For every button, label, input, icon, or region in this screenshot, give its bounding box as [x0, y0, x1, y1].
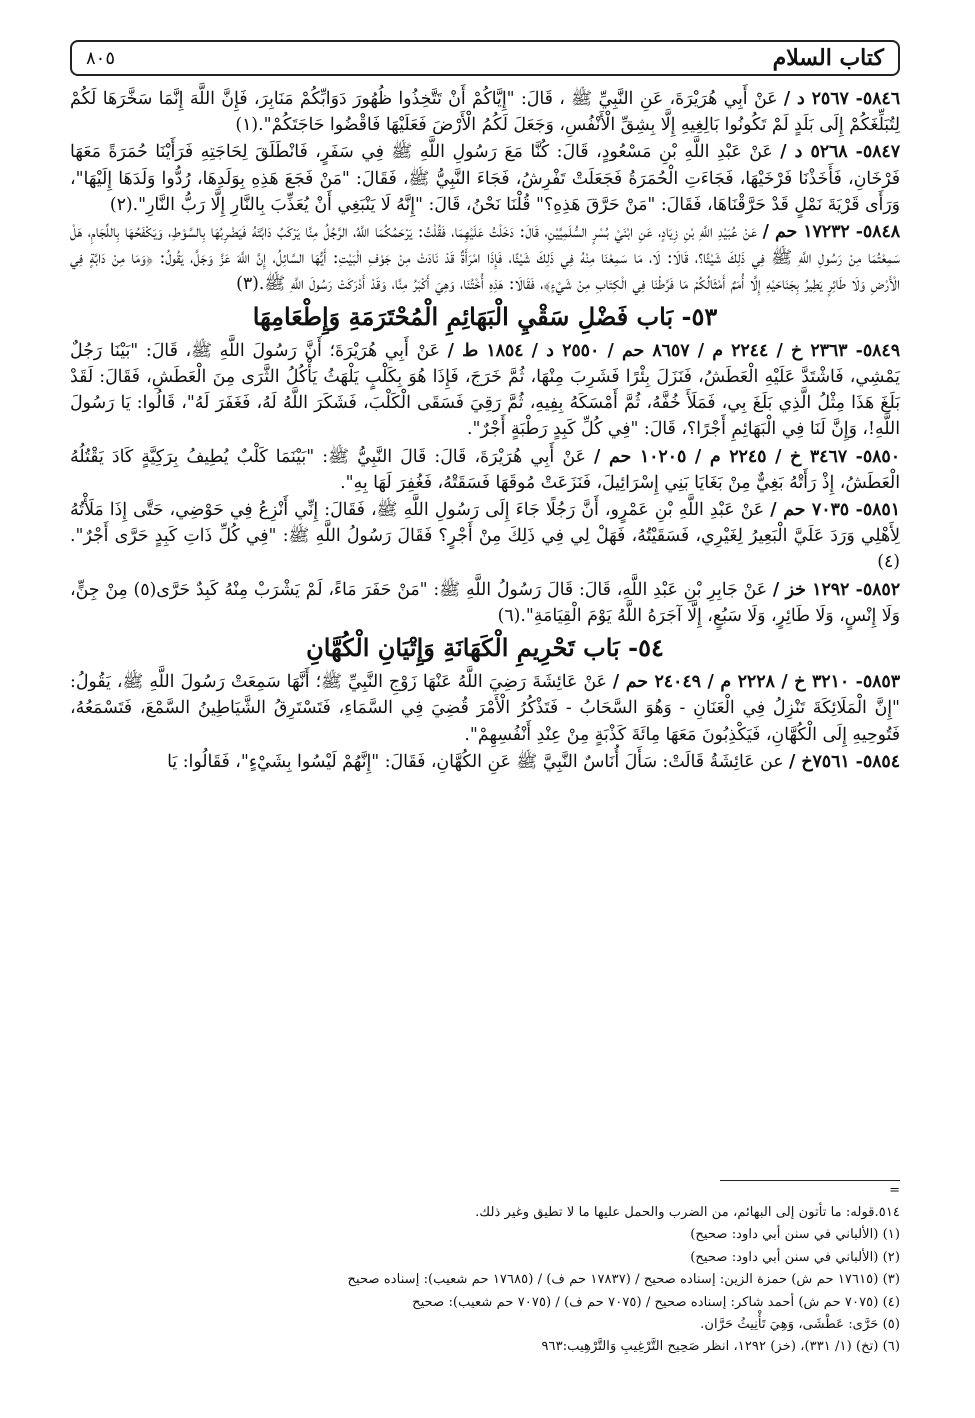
hadith-text: عَنْ عَبْدِ اللَّهِ بْنِ عَمْرٍو، أَنَّ رَجُلًا جَاءَ إِلَى رَسُولِ اللَّهِ ﷺ، فَقَالَ: إِنِّي أَنْزِعُ فِي حَوْضِي، حَتَّى إِذَا مَلَأْتُهُ لِأَهْلِي وَرَدَ عَلَيَّ الْبَعِيرُ لِغَيْرِي، فَسَقَيْتُهُ، فَهَلْ لِي فِي ذَلِكَ مِنْ أَجْرٍ؟ فَقَالَ رَسُولُ اللَّهِ ﷺ: "فِي كُلِّ ذَاتِ كَبِدٍ حَرَّى أَجْرٌ".(٤): [70, 500, 900, 573]
footnote-2: (٢) (الألباني في سنن أبي داود: صحيح): [690, 1249, 900, 1265]
hadith-5852: [70, 577, 900, 629]
footnote-514: ٥١٤.قوله: ما تأتون إلى البهائم، من الضرب والحمل عليها ما لا تطيق وغير ذلك.: [475, 1205, 900, 1220]
hadith-ref: ٥٨٥١- ٧٠٣٥ حم /: [770, 500, 900, 521]
hadith-text: عَنْ أَبِي هُرَيْرَةَ؛ أَنَّ رَسُولَ اللَّهِ ﷺ، قَالَ: "بَيْنَا رَجُلٌ يَمْشِي، فَاشْتَدَّ عَلَيْهِ الْعَطَشُ، فَنَزَلَ بِئْرًا فَشَرِبَ مِنْهَا، ثُمَّ خَرَجَ، فَإِذَا هُوَ بِكَلْبٍ يَلْهَثُ يَأْكُلُ الثَّرَى مِنَ الْعَطَشِ، فَقَالَ: لَقَدْ بَلَغَ هَذَا مِثْلُ الَّذِي بَلَغَ بِي، فَمَلَأَ خُفَّهُ، ثُمَّ أَمْسَكَهُ بِفِيهِ، ثُمَّ رَقِيَ فَسَقَى الْكَلْبَ، فَشَكَرَ اللَّهُ لَهُ، فَغَفَرَ لَهُ"، قَالُوا: يَا رَسُولَ اللَّهِ!، وَإِنَّ لَنَا فِي الْبَهَائِمِ أَجْرًا؟، قَالَ: "فِي كُلِّ كَبِدٍ رَطْبَةٍ أَجْرٌ".: [70, 340, 900, 440]
hadith-text: عَنْ جَابِرِ بْنِ عَبْدِ اللَّهِ، قَالَ: قَالَ رَسُولُ اللَّهِ ﷺ: "مَنْ حَفَرَ مَاءً، لَمْ يَشْرَبْ مِنْهُ كَبِدٌ حَرَّى(٥) مِنْ جِنٍّ، وَلَا إِنْسٍ، وَلَا طَائِرٍ، وَلَا سَبُعٍ، إِلَّا آجَرَهُ اللَّهُ يَوْمَ الْقِيَامَةِ".(٦): [70, 579, 900, 626]
hadith-ref: ٥٨٥٤- ٧٥٦١خ /: [789, 751, 900, 772]
hadith-5849: [70, 338, 900, 443]
hadith-5854: [70, 749, 900, 775]
footnote-6: (٦) (تخ) (١/ ٣٣١)، (خز) ١٢٩٢، انظر صَحِيح التَّرْغِيبِ وَالتَّرْهِيب:٩٦٣: [541, 1339, 900, 1355]
hadith-ref: ٥٨٥٠- ٣٤٦٧ خ / ٢٢٤٥ م / ١٠٢٠٥ حم /: [594, 446, 900, 467]
page-number: ٨٠٥: [86, 47, 116, 69]
hadith-5848: [70, 219, 900, 298]
page-body: [70, 86, 900, 775]
footnote-1: (١) (الألباني في سنن أبي داود: صحيح): [690, 1227, 900, 1243]
hadith-5847: [70, 139, 900, 218]
hadith-ref: ٥٨٤٧- ٥٢٦٨ د /: [780, 142, 900, 163]
hadith-ref: ٥٨٥٣- ٣٢١٠ خ / ٢٢٢٨ م / ٢٤٠٤٩ حم /: [612, 672, 900, 693]
hadith-5851: [70, 497, 900, 576]
footnotes: [70, 1180, 900, 1359]
hadith-5850: [70, 444, 900, 496]
footnote-divider: [720, 1180, 900, 1181]
chapter-heading-54: ٥٤- بَاب تَحْرِيمِ الْكَهَانَةِ وَإِتْيَانِ الْكُهَّانِ: [306, 633, 664, 663]
footnote-marker: =: [889, 1183, 900, 1198]
hadith-text: عَنْ عَبْدِ اللَّهِ بْنِ مَسْعُودٍ، قَالَ: كُنَّا مَعَ رَسُولِ اللَّهِ ﷺ فِي سَفَرٍ، فَانْطَلَقَ لِحَاجَتِهِ فَرَأَيْنَا حُمَرَةً مَعَهَا فَرْخَانِ، فَأَخَذْنَا فَرْخَيْهَا، فَجَاءَتِ الْحُمَرَةُ فَجَعَلَتْ تَفْرِشُ، فَجَاءَ النَّبِيُّ ﷺ، فَقَالَ: "مَنْ فَجَعَ هَذِهِ بِوَلَدِهَا، رُدُّوا وَلَدَهَا إِلَيْهَا"، وَرَأَى قَرْيَةَ نَمْلٍ قَدْ حَرَّقْنَاهَا، فَقَالَ: "مَنْ حَرَّقَ هَذِهِ؟" قُلْنَا نَحْنُ، قَالَ: "إِنَّهُ لَا يَنْبَغِي أَنْ يُعَذِّبَ بِالنَّارِ إِلَّا رَبُّ النَّارِ".(٢): [70, 142, 900, 215]
hadith-ref: ٥٨٤٨- ١٧٢٣٢ حم /: [762, 222, 901, 243]
hadith-ref: ٥٨٤٩- ٢٣٦٣ خ / ٢٢٤٤ م / ٨٦٥٧ حم / ٢٥٥٠ د / ١٨٥٤ ط /: [447, 340, 900, 361]
book-title: كتاب السلام: [772, 45, 884, 71]
footnote-3: (٣) (١٧٦١٥ حم ش) حمزة الزين: إسناده صحيح / (١٧٨٣٧ حم ف) / (١٧٦٨٥ حم شعيب): إسناده صحيح: [347, 1272, 900, 1288]
hadith-text: عَنْ عُبَيْدِ اللَّهِ بْنِ زِيَادٍ، عَنِ ابْنَيْ بُسْرٍ السُّلَمِيَّيْنِ، قَالَ: دَخَلْتُ عَلَيْهِمَا، فَقُلْتُ: يَرْحَمُكُمَا اللَّهُ، الرَّجُلُ مِنَّا يَرْكَبُ دَابَّتَهُ فَيَضْرِبُهَا بِالسَّوْطِ، وَيَكْفَحُهَا بِاللِّجَامِ، هَلْ سَمِعْتُمَا مِنْ رَسُولِ اللَّهِ ﷺ فِي ذَلِكَ شَيْئًا؟، قَالَا: لَا، مَا سَمِعْنَا مِنْهُ فِي ذَلِكَ شَيْئًا، فَإِذَا امْرَأَةٌ قَدْ نَادَتْ مِنْ جَوْفِ الْبَيْتِ: أَيُّهَا السَّائِلُ، إِنَّ اللَّهَ عَزَّ وَجَلَّ، يَقُولُ: ﴿وَمَا مِنْ دَابَّةٍ فِي الْأَرْضِ وَلَا طَائِرٍ يَطِيرُ بِجَنَاحَيْهِ إِلَّا أُمَمٌ أَمْثَالُكُمْ مَا فَرَّطْنَا فِي الْكِتَابِ مِنْ شَيْءٍ﴾، فَقَالَا: هَذِهِ أُخْتُنَا، وَهِيَ أَكْبَرُ مِنَّا، وَقَدْ أَدْرَكَتْ رَسُولَ اللَّهِ ﷺ.(٣): [70, 222, 900, 295]
hadith-5846: [70, 86, 900, 138]
hadith-5853: [70, 669, 900, 748]
hadith-ref: ٥٨٤٦- ٢٥٦٧ د /: [783, 89, 900, 109]
footnote-4: (٤) (٧٠٧٥ حم ش) أحمد شاكر: إسناده صحيح / (٧٠٧٥ حم ف) / (٧٠٧٥ حم شعيب): صحيح: [412, 1294, 900, 1310]
hadith-ref: ٥٨٥٢- ١٢٩٢ خز /: [772, 579, 900, 600]
hadith-text: عَنْ أَبِي هُرَيْرَةَ، قَالَ: قَالَ النَّبِيُّ ﷺ: "بَيْنَمَا كَلْبٌ يُطِيفُ بِرَكِيَّةٍ كَادَ يَقْتُلُهُ الْعَطَشُ، إِذْ رَأَتْهُ بَغِيٌّ مِنْ بَغَايَا بَنِي إِسْرَائِيلَ، فَنَزَعَتْ مُوقَهَا فَسَقَتْهُ، فَغُفِرَ لَهَا بِهِ".: [70, 446, 900, 493]
page: [70, 40, 900, 776]
page-header: [70, 40, 900, 76]
footnote-5: (٥) حَرَّى: عَطْشَى، وَهِيَ تَأْنِيثُ حَرَّان.: [700, 1317, 900, 1333]
chapter-heading-53: ٥٣- بَاب فَضْلِ سَقْيِ الْبَهَائِمِ الْمُحْتَرَمَةِ وَإِطْعَامِهَا: [252, 301, 718, 331]
hadith-text: عَنْ عَائِشَةَ رَضِيَ اللَّهُ عَنْهَا زَوْجِ النَّبِيِّ ﷺ؛ أَنَّهَا سَمِعَتْ رَسُولَ اللَّهِ ﷺ، يَقُولُ: "إِنَّ الْمَلَائِكَةَ تَنْزِلُ فِي الْعَنَانِ - وَهُوَ السَّحَابُ - فَتَذْكُرُ الْأَمْرَ قُضِيَ فِي السَّمَاءِ، فَتَسْتَرِقُ الشَّيَاطِينُ السَّمْعَ، فَتَسْمَعُهُ، فَتُوحِيهِ إِلَى الْكُهَّانِ، فَيَكْذِبُونَ مَعَهَا مِائَةَ كَذْبَةٍ مِنْ عِنْدِ أَنْفُسِهِمْ".: [70, 672, 900, 745]
hadith-text: عَنْ أَبِي هُرَيْرَةَ، عَنِ النَّبِيِّ ﷺ ، قَالَ: "إِيَّاكُمْ أَنْ تَتَّخِذُوا ظُهُورَ دَوَابِّكُمْ مَنَابِرَ، فَإِنَّ اللَّهَ إِنَّمَا سَخَّرَهَا لَكُمْ لِتُبَلِّغَكُمْ إِلَى بَلَدٍ لَمْ تَكُونُوا بَالِغِيهِ إِلَّا بِشِقِّ الْأَنْفُسِ، وَجَعَلَ لَكُمُ الْأَرْضَ فَعَلَيْهَا فَاقْضُوا حَاجَتَكُمْ".(١): [70, 89, 900, 136]
hadith-text: عن عَائِشَةُ قَالَتْ: سَأَلَ أُنَاسٌ النَّبِيَّ ﷺ عَنِ الكُهَّانِ، فَقَالَ: "إِنَّهُمْ لَيْسُوا بِشَيْءٍ"، فَقَالُوا: يَا: [167, 751, 784, 772]
